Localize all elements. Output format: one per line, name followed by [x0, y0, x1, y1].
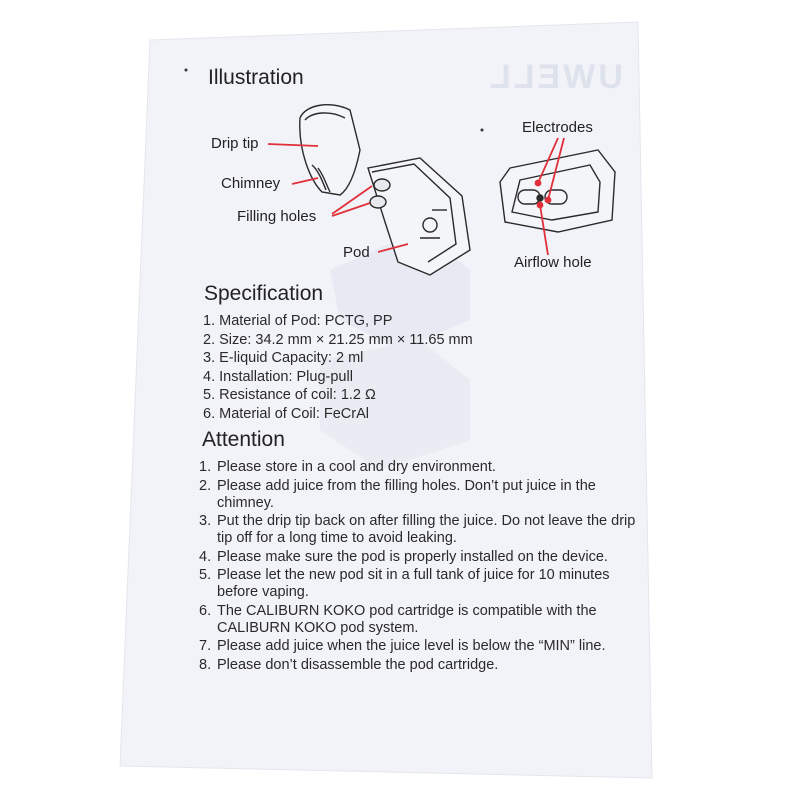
- attention-item: [199, 513, 639, 547]
- attention-item: [199, 603, 639, 637]
- spec-item: 2. Size: 34.2 mm × 21.25 mm × 11.65 mm: [203, 331, 473, 348]
- attention-list: [199, 459, 639, 675]
- spec-item: 5. Resistance of coil: 1.2 Ω: [203, 387, 376, 404]
- item-number: 6.: [199, 602, 212, 619]
- specification-heading: Specification: [204, 282, 324, 305]
- label-pod: Pod: [343, 244, 370, 261]
- item-number: 3.: [199, 513, 212, 530]
- label-airflow-hole: Airflow hole: [514, 254, 592, 271]
- item-text: The CALIBURN KOKO pod cartridge is compatible with the CALIBURN KOKO pod system.: [217, 602, 597, 636]
- item-number: 4.: [199, 548, 212, 565]
- item-number: 2.: [199, 477, 212, 494]
- spec-item: 3. E-liquid Capacity: 2 ml: [203, 350, 364, 367]
- item-text: Please add juice from the filling holes. Don’t put juice in the chimney.: [217, 477, 596, 511]
- label-electrodes: Electrodes: [522, 119, 593, 136]
- item-number: 7.: [199, 638, 212, 655]
- spec-item: 6. Material of Coil: FeCrAl: [203, 405, 369, 422]
- item-number: 5.: [199, 567, 212, 584]
- attention-item: [199, 459, 639, 476]
- item-text: Please let the new pod sit in a full tank of juice for 10 minutes before vaping.: [217, 567, 610, 601]
- label-chimney: Chimney: [221, 175, 281, 192]
- spec-item: 4. Installation: Plug-pull: [203, 368, 353, 385]
- brand-watermark: UWELL: [487, 58, 623, 96]
- item-text: Please make sure the pod is properly installed on the device.: [217, 548, 608, 565]
- label-filling-holes: Filling holes: [237, 208, 317, 225]
- specification-list: [203, 312, 473, 424]
- attention-item: [199, 549, 639, 566]
- spec-item: 1. Material of Pod: PCTG, PP: [203, 313, 393, 329]
- item-text: Please add juice when the juice level is below the “MIN” line.: [217, 638, 606, 655]
- attention-item: [199, 567, 639, 601]
- attention-item: [199, 638, 639, 655]
- item-text: Please store in a cool and dry environment.: [217, 459, 496, 475]
- attention-heading: Attention: [202, 428, 285, 451]
- item-text: Put the drip tip back on after filling the juice. Do not leave the drip tip off for a long time to avoid leaking.: [217, 513, 636, 546]
- item-number: 1.: [199, 459, 212, 475]
- attention-item: [199, 657, 639, 674]
- illustration-heading: Illustration: [208, 66, 304, 89]
- label-drip-tip: Drip tip: [211, 135, 259, 152]
- item-number: 8.: [199, 656, 212, 673]
- attention-item: [199, 478, 639, 512]
- item-text: Please don’t disassemble the pod cartridge.: [217, 656, 499, 673]
